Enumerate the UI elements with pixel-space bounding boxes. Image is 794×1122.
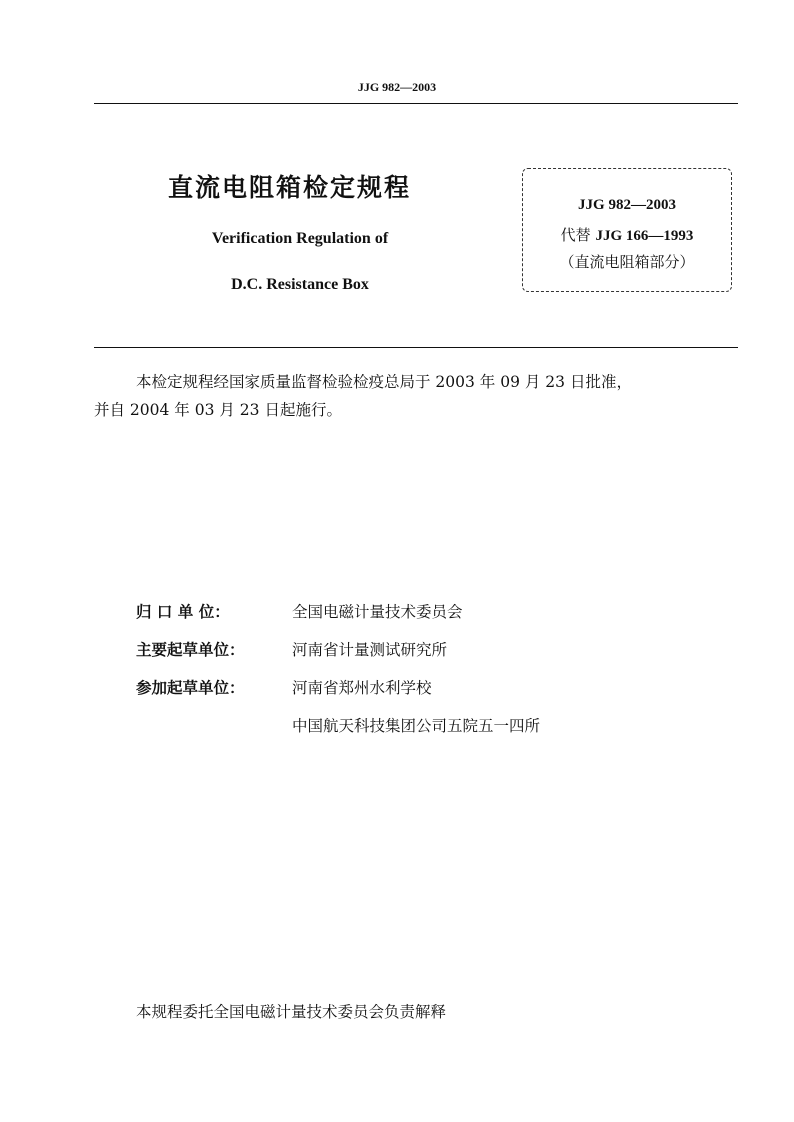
replaces-note: （直流电阻箱部分）	[559, 253, 695, 271]
header-standard-code: JJG 982—2003	[357, 80, 437, 94]
standard-code	[522, 195, 732, 214]
title-english-line1: Verification Regulation of	[211, 230, 389, 247]
replaces-line	[522, 224, 732, 245]
title-chinese: 直流电阻箱检定规程	[168, 173, 412, 202]
replaced-standard-code: JJG 166—1993	[595, 228, 694, 244]
org-label-responsible: 归 口 单 位：	[136, 603, 230, 621]
header-rule	[94, 103, 738, 104]
org-label-main-drafter: 主要起草单位：	[136, 641, 245, 659]
org-label-participating: 参加起草单位：	[136, 679, 245, 697]
org-value-participating-2: 中国航天科技集团公司五院五一四所	[292, 717, 541, 735]
section-rule	[94, 347, 738, 348]
org-value-participating-1: 河南省郑州水利学校	[292, 679, 432, 697]
replaces-prefix: 代替	[560, 226, 591, 244]
approval-line-2: 并自 2004 年 03 月 23 日起施行。	[94, 401, 342, 419]
org-value-main-drafter: 河南省计量测试研究所	[292, 641, 448, 659]
approval-line-1: 本检定规程经国家质量监督检验检疫总局于 2003 年 09 月 23 日批准，	[136, 373, 632, 391]
title-english-line2: D.C. Resistance Box	[231, 276, 369, 293]
interpretation-note: 本规程委托全国电磁计量技术委员会负责解释	[136, 1003, 447, 1021]
org-value-responsible: 全国电磁计量技术委员会	[292, 603, 463, 621]
standard-code-text: JJG 982—2003	[578, 197, 676, 213]
